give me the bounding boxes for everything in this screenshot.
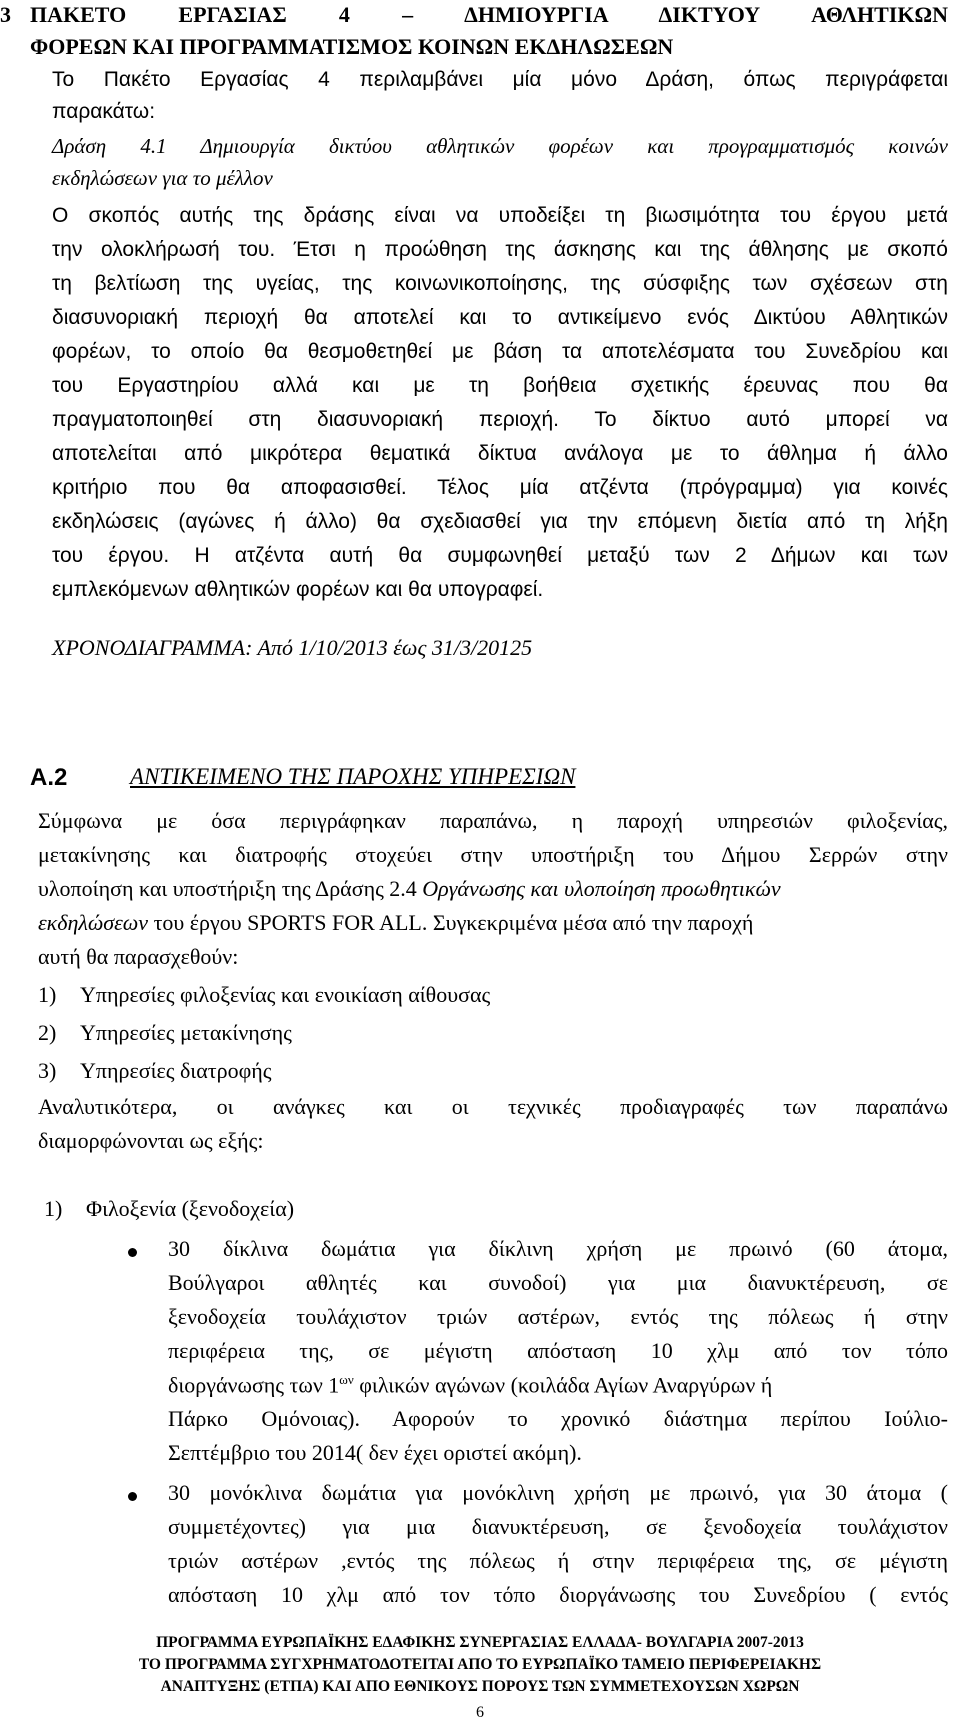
list-item-number: 2): [38, 1020, 57, 1045]
bullet-text-line: Σεπτέμβριο του 2014( δεν έχει οριστεί ακόμη).: [168, 1440, 582, 1465]
bullet-text-line: Πάρκο Ομόνοιας). Αφορούν το χρονικό διάστημα περίπου Ιούλιο-: [168, 1406, 948, 1431]
bullet-text-line: περιφέρεια της, σε μέγιστη απόσταση 10 χλμ από τον τόπο: [168, 1338, 948, 1363]
section-number: 3: [0, 2, 11, 27]
body-text-line: την ολοκλήρωσή του. Έτσι η προώθηση της άσκησης και της άθλησης με σκοπό: [52, 238, 948, 261]
list-item-number: 3): [38, 1058, 57, 1083]
subsection-title: Φιλοξενία (ξενοδοχεία): [86, 1196, 295, 1221]
body-text-line: Αναλυτικότερα, οι ανάγκες και οι τεχνικές προδιαγραφές των παραπάνω: [38, 1094, 948, 1119]
bullet-icon: [128, 1492, 137, 1501]
body-text-line: διασυνοριακή περιοχή θα αποτελεί και το αντικείμενο ενός Δικτύου Αθλητικών: [52, 306, 948, 329]
body-text-line: μετακίνησης και διατροφής στοχεύει στην υποστήριξη του Δήμου Σερρών στην: [38, 842, 948, 867]
body-text-line: τη βελτίωση της υγείας, της κοινωνικοποίησης, της σύσφιξης των σχέσεων στη: [52, 272, 948, 295]
intro-text-line: Το Πακέτο Εργασίας 4 περιλαμβάνει μία μόνο Δράση, όπως περιγράφεται: [52, 68, 948, 91]
page-number: 6: [476, 1704, 484, 1721]
body-text-italic: Οργάνωσης και υλοποίηση προωθητικών: [422, 876, 781, 901]
body-text-line: φορέων, το οποίο θα θεσμοθετηθεί με βάση τα αποτελέσματα του Συνεδρίου και: [52, 340, 948, 363]
body-text-line: του έργου. Η ατζέντα αυτή θα συμφωνηθεί μεταξύ των 2 Δήμων και των: [52, 544, 948, 567]
bullet-text-line: τριών αστέρων ,εντός της πόλεως ή στην περιφέρεια της, σε μέγιστη: [168, 1548, 948, 1573]
intro-text-line: παρακάτω:: [52, 100, 156, 123]
bullet-text-line: [168, 1372, 948, 1398]
body-text-line: Σύμφωνα με όσα περιγράφηκαν παραπάνω, η παροχή υπηρεσιών φιλοξενίας,: [38, 808, 948, 833]
body-text-line: εκδηλώσεις (αγώνες ή άλλο) θα σχεδιασθεί για την επόμενη διετία από τη λήξη: [52, 510, 948, 533]
body-text-line: αυτή θα παρασχεθούν:: [38, 944, 239, 969]
bullet-text-line: απόσταση 10 χλμ από τον τόπο διοργάνωσης του Συνεδρίου ( εντός: [168, 1582, 948, 1607]
body-text-line: [38, 910, 753, 936]
action-title-line: εκδηλώσεων για το μέλλον: [52, 166, 273, 190]
body-text-line: κριτήριο που θα αποφασισθεί. Τέλος μία ατζέντα (πρόγραμμα) για κοινές: [52, 476, 948, 499]
superscript: ων: [339, 1372, 354, 1387]
bullet-icon: [128, 1248, 137, 1257]
section-title: ΑΝΤΙΚΕΙΜΕΝΟ ΤΗΣ ΠΑΡΟΧΗΣ ΥΠΗΡΕΣΙΩΝ: [130, 764, 576, 789]
list-item: Υπηρεσίες φιλοξενίας και ενοικίαση αίθουσας: [80, 982, 491, 1007]
footer-line: ΤΟ ΠΡΟΓΡΑΜΜΑ ΣΥΓΧΡΗΜΑΤΟΔΟΤΕΙΤΑΙ ΑΠΟ ΤΟ ΕΥΡΩΠΑΪΚΟ ΤΑΜΕΙΟ ΠΕΡΙΦΕΡΕΙΑΚΗΣ: [138, 1656, 822, 1673]
body-text-segment: υλοποίηση και υποστήριξη της Δράσης 2.4: [38, 876, 423, 901]
body-text-segment: του έργου SPORTS FOR ALL. Συγκεκριμένα μέσα από την παροχή: [148, 910, 754, 935]
body-text-line: διαμορφώνονται ως εξής:: [38, 1128, 264, 1153]
list-item-number: 1): [38, 982, 57, 1007]
section-label: Α.2: [30, 764, 68, 791]
section-heading-line: ΦΟΡΕΩΝ ΚΑΙ ΠΡΟΓΡΑΜΜΑΤΙΣΜΟΣ ΚΟΙΝΩΝ ΕΚΔΗΛΩΣΕΩΝ: [30, 34, 674, 59]
bullet-text-segment: φιλικών αγώνων (κοιλάδα Αγίων Αναργύρων ή: [353, 1372, 773, 1398]
body-text-line: [38, 876, 781, 902]
footer-line: ΠΡΟΓΡΑΜΜΑ ΕΥΡΩΠΑΪΚΗΣ ΕΔΑΦΙΚΗΣ ΣΥΝΕΡΓΑΣΙΑΣ ΕΛΛΑΔΑ- ΒΟΥΛΓΑΡΙΑ 2007-2013: [156, 1634, 804, 1651]
body-text-italic: εκδηλώσεων: [38, 910, 149, 935]
bullet-text-segment: διοργάνωσης των 1: [168, 1372, 340, 1398]
bullet-text-line: Βούλγαροι αθλητές και συνοδοί) για μια διανυκτέρευση, σε: [168, 1270, 948, 1295]
list-item: Υπηρεσίες διατροφής: [80, 1058, 272, 1083]
footer-line: ΑΝΑΠΤΥΞΗΣ (ΕΤΠΑ) ΚΑΙ ΑΠΟ ΕΘΝΙΚΟΥΣ ΠΟΡΟΥΣ ΤΩΝ ΣΥΜΜΕΤΕΧΟΥΣΩΝ ΧΩΡΩΝ: [160, 1678, 800, 1695]
timeline-text: ΧΡΟΝΟΔΙΑΓΡΑΜΜΑ: Από 1/10/2013 έως 31/3/20125: [52, 635, 533, 660]
bullet-text-line: 30 δίκλινα δωμάτια για δίκλινη χρήση με πρωινό (60 άτομα,: [168, 1236, 948, 1261]
body-text-line: Ο σκοπός αυτής της δράσης είναι να υποδείξει τη βιωσιμότητα του έργου μετά: [52, 204, 948, 227]
bullet-text-line: ξενοδοχεία τουλάχιστον τριών αστέρων, εντός της πόλεως ή στην: [168, 1304, 948, 1329]
bullet-text-line: 30 μονόκλινα δωμάτια για μονόκλινη χρήση με πρωινό, για 30 άτομα (: [168, 1480, 948, 1505]
section-heading-line: ΠΑΚΕΤΟ ΕΡΓΑΣΙΑΣ 4 – ΔΗΜΙΟΥΡΓΙΑ ΔΙΚΤΥΟΥ ΑΘΛΗΤΙΚΩΝ: [30, 2, 948, 27]
list-item: Υπηρεσίες μετακίνησης: [80, 1020, 292, 1045]
body-text-line: εμπλεκόμενων αθλητικών φορέων και θα υπογραφεί.: [52, 578, 544, 601]
body-text-line: του Εργαστηρίου αλλά και με τη βοήθεια σχετικής έρευνας που θα: [52, 374, 948, 397]
body-text-line: αποτελείται από μικρότερα θεματικά δίκτυα ανάλογα με το άθλημα ή άλλο: [52, 442, 948, 465]
list-item-number: 1): [44, 1196, 63, 1221]
bullet-text-line: συμμετέχοντες) για μια διανυκτέρευση, σε ξενοδοχεία τουλάχιστον: [168, 1514, 948, 1539]
action-title-line: Δράση 4.1 Δημιουργία δικτύου αθλητικών φορέων και προγραμματισμός κοινών: [52, 134, 948, 158]
body-text-line: πραγματοποιηθεί στη διασυνοριακή περιοχή. Το δίκτυο αυτό μπορεί να: [52, 408, 948, 431]
